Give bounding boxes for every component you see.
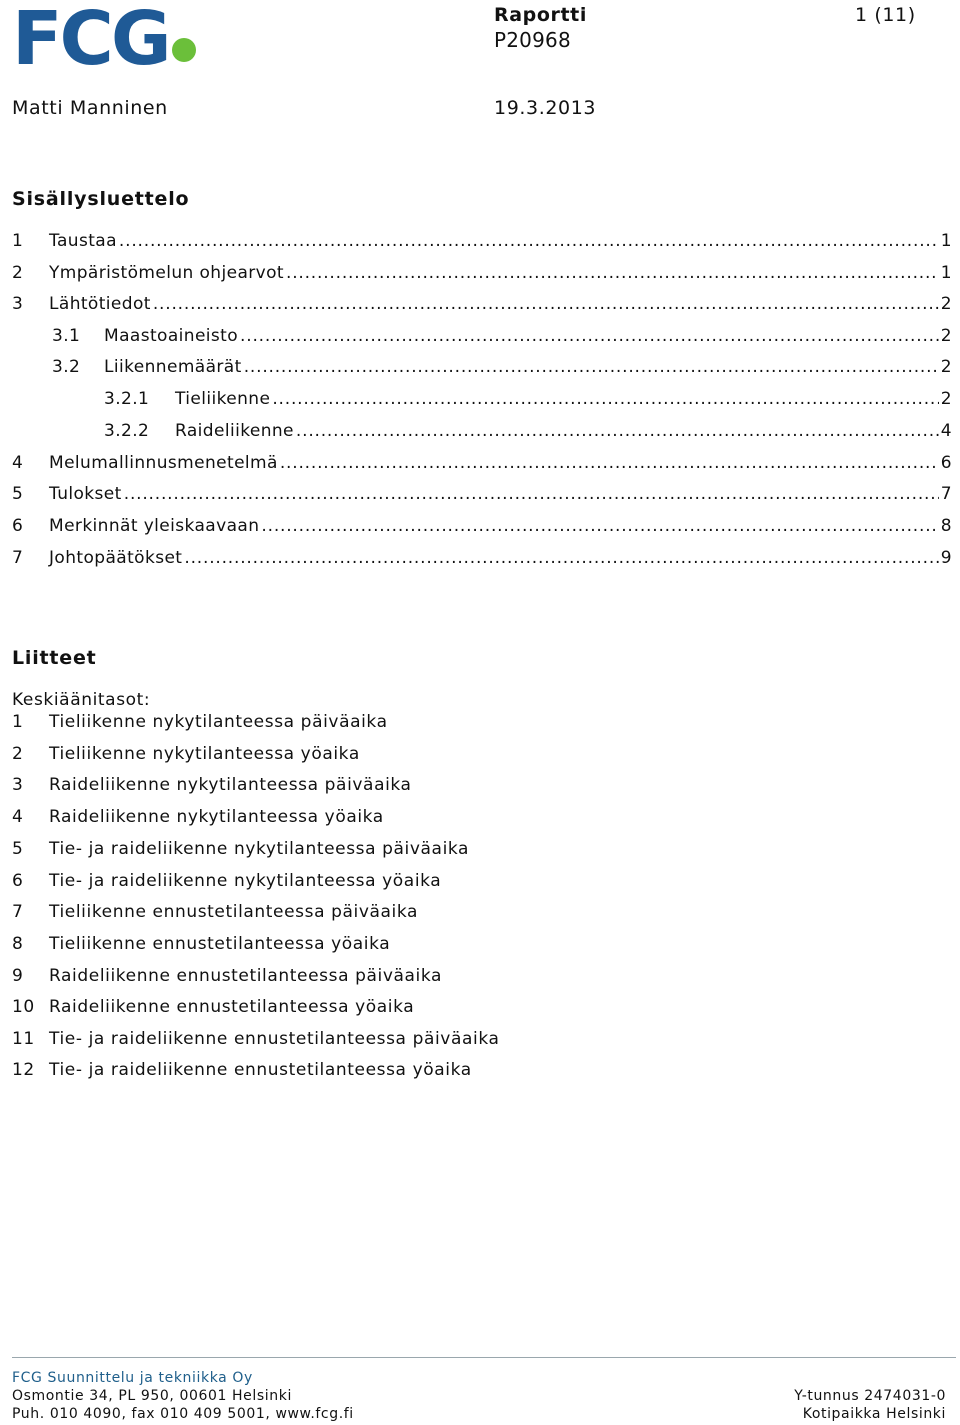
toc-page: 6	[940, 453, 952, 473]
toc-leader	[153, 294, 939, 314]
toc-title: Maastoaineisto	[104, 326, 239, 346]
toc-leader	[184, 548, 938, 568]
toc-leader	[272, 389, 938, 409]
toc-leader	[296, 421, 939, 441]
toc-page: 2	[940, 389, 952, 409]
appendix-number: 11	[12, 1029, 35, 1049]
toc-title: Tulokset	[49, 484, 122, 504]
appendix-number: 3	[12, 775, 24, 795]
list-item	[0, 997, 600, 1019]
toc-entry[interactable]	[12, 453, 952, 475]
toc-leader	[244, 357, 939, 377]
appendix-title: Tie- ja raideliikenne nykytilanteessa päiväaika	[49, 839, 470, 859]
logo-green-dot	[172, 38, 196, 62]
toc-title: Liikennemäärät	[104, 357, 242, 377]
appendix-number: 5	[12, 839, 24, 859]
appendix-title: Raideliikenne nykytilanteessa yöaika	[49, 807, 384, 827]
page-indicator: 1 (11)	[855, 4, 916, 26]
appendix-number: 7	[12, 902, 24, 922]
list-item	[0, 839, 600, 861]
footer-company: FCG Suunnittelu ja tekniikka Oy	[12, 1370, 253, 1386]
toc-leader	[119, 231, 939, 251]
toc-leader	[280, 453, 939, 473]
appendices-heading: Liitteet	[12, 647, 97, 669]
toc-entry[interactable]	[12, 548, 952, 570]
report-date: 19.3.2013	[494, 97, 597, 119]
footer-address: Osmontie 34, PL 950, 00601 Helsinki	[12, 1388, 292, 1404]
footer-contact: Puh. 010 4090, fax 010 409 5001, www.fcg.fi	[12, 1406, 354, 1422]
toc-title: Johtopäätökset	[49, 548, 183, 568]
list-item	[0, 966, 600, 988]
toc-leader	[286, 263, 939, 283]
appendix-title: Tie- ja raideliikenne ennustetilanteessa yöaika	[49, 1060, 472, 1080]
appendix-title: Tie- ja raideliikenne nykytilanteessa yöaika	[49, 871, 442, 891]
toc-page: 4	[940, 421, 952, 441]
toc-number: 3.2.2	[104, 421, 150, 441]
toc-entry[interactable]	[12, 294, 952, 316]
list-item	[0, 871, 600, 893]
toc-page: 8	[940, 516, 952, 536]
appendix-title: Tieliikenne nykytilanteessa päiväaika	[49, 712, 388, 732]
list-item	[0, 712, 600, 734]
toc-page: 1	[940, 263, 952, 283]
toc-leader	[261, 516, 938, 536]
toc-entry[interactable]	[52, 357, 952, 379]
appendix-number: 6	[12, 871, 24, 891]
toc-entry[interactable]	[12, 516, 952, 538]
appendices-subheading: Keskiäänitasot:	[12, 690, 151, 710]
toc-page: 2	[940, 326, 952, 346]
appendix-number: 4	[12, 807, 24, 827]
author-name: Matti Manninen	[12, 97, 168, 119]
toc-leader	[124, 484, 939, 504]
appendix-number: 9	[12, 966, 24, 986]
toc-entry[interactable]	[104, 389, 952, 411]
toc-title: Lähtötiedot	[49, 294, 151, 314]
appendix-number: 12	[12, 1060, 35, 1080]
toc-number: 3.2.1	[104, 389, 150, 409]
appendix-title: Tieliikenne ennustetilanteessa päiväaika	[49, 902, 419, 922]
appendix-title: Tieliikenne nykytilanteessa yöaika	[49, 744, 360, 764]
appendix-number: 8	[12, 934, 24, 954]
footer-divider	[12, 1357, 956, 1358]
toc-entry[interactable]	[52, 326, 952, 348]
toc-entry[interactable]	[12, 484, 952, 506]
toc-number: 3.2	[52, 357, 81, 377]
toc-number: 3	[12, 294, 24, 314]
list-item	[0, 1060, 600, 1082]
toc-title: Raideliikenne	[175, 421, 294, 441]
toc-entry[interactable]	[104, 421, 952, 443]
toc-number: 6	[12, 516, 24, 536]
toc-title: Taustaa	[49, 231, 117, 251]
project-code: P20968	[494, 28, 571, 52]
toc-number: 3.1	[52, 326, 81, 346]
toc-title: Ympäristömelun ohjearvot	[49, 263, 284, 283]
toc-number: 4	[12, 453, 24, 473]
fcg-logo-text: FCG	[12, 4, 169, 68]
footer-domicile: Kotipaikka Helsinki	[802, 1406, 946, 1422]
fcg-logo	[12, 4, 198, 68]
list-item	[0, 775, 600, 797]
appendix-title: Raideliikenne ennustetilanteessa yöaika	[49, 997, 415, 1017]
toc-title: Merkinnät yleiskaavaan	[49, 516, 260, 536]
appendix-title: Tie- ja raideliikenne ennustetilanteessa päiväaika	[49, 1029, 500, 1049]
toc-number: 2	[12, 263, 24, 283]
toc-number: 7	[12, 548, 24, 568]
toc-page: 2	[940, 294, 952, 314]
appendix-title: Raideliikenne nykytilanteessa päiväaika	[49, 775, 412, 795]
list-item	[0, 934, 600, 956]
toc-page: 9	[940, 548, 952, 568]
list-item	[0, 744, 600, 766]
toc-page: 1	[940, 231, 952, 251]
list-item	[0, 902, 600, 924]
list-item	[0, 1029, 600, 1051]
toc-title: Tieliikenne	[175, 389, 271, 409]
appendix-number: 1	[12, 712, 24, 732]
doc-type: Raportti	[494, 4, 587, 26]
toc-page: 2	[940, 357, 952, 377]
appendix-number: 2	[12, 744, 24, 764]
toc-number: 1	[12, 231, 24, 251]
appendix-title: Tieliikenne ennustetilanteessa yöaika	[49, 934, 391, 954]
appendix-title: Raideliikenne ennustetilanteessa päiväaika	[49, 966, 443, 986]
footer-business-id: Y-tunnus 2474031-0	[794, 1388, 946, 1404]
appendix-number: 10	[12, 997, 35, 1017]
toc-number: 5	[12, 484, 24, 504]
toc-title: Melumallinnusmenetelmä	[49, 453, 278, 473]
toc-heading: Sisällysluettelo	[12, 188, 190, 210]
toc-entry[interactable]	[12, 263, 952, 285]
toc-page: 7	[940, 484, 952, 504]
list-item	[0, 807, 600, 829]
fcg-logo-graphic	[12, 4, 198, 68]
toc-entry[interactable]	[12, 231, 952, 253]
toc-leader	[240, 326, 939, 346]
